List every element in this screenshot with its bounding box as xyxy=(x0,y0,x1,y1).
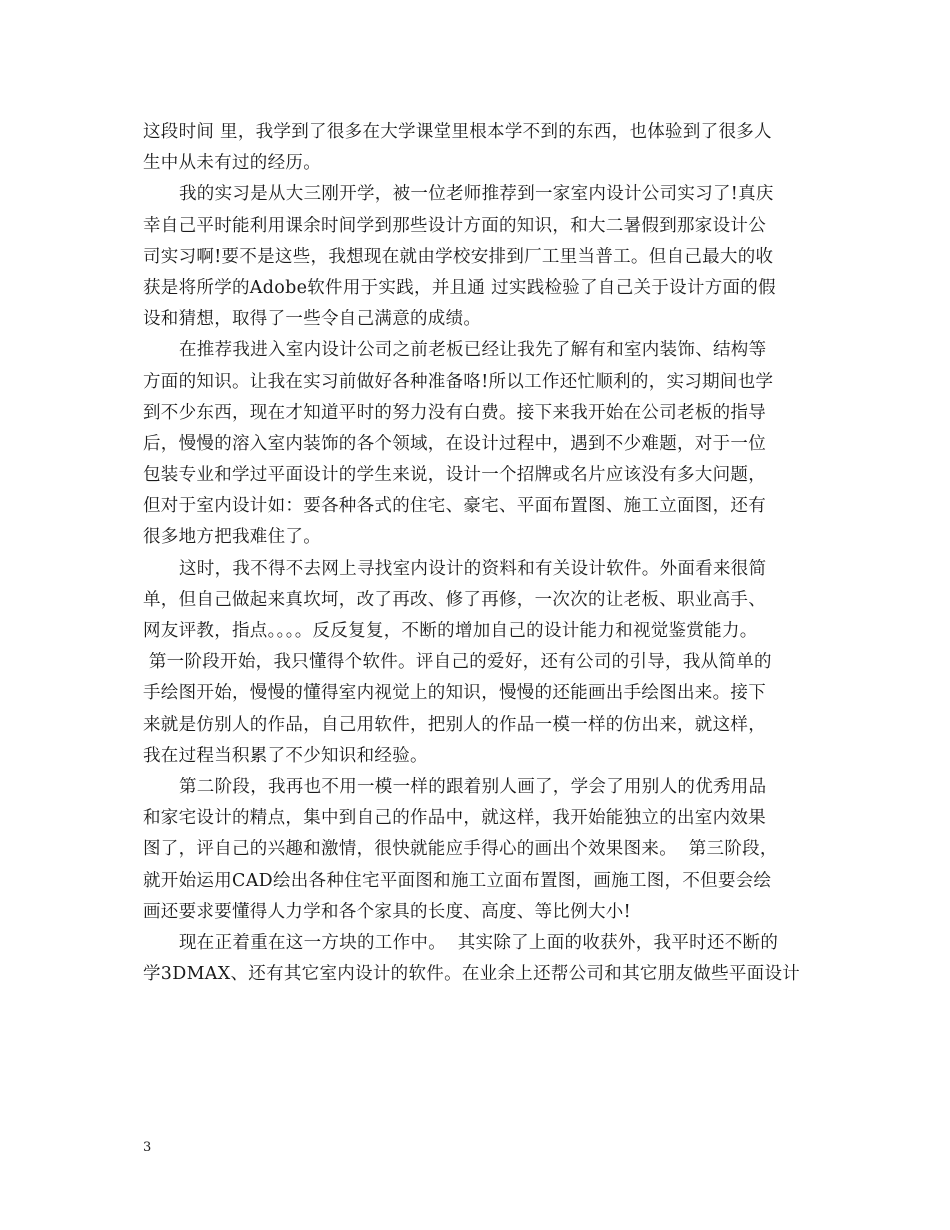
body-text xyxy=(143,117,833,990)
text-line: 司实习啊!要不是这些，我想现在就由学校安排到厂工里当普工。但自己最大的收 xyxy=(143,246,774,267)
text-line: 来就是仿别人的作品，自己用软件，把别人的作品一模一样的仿出来，就这样， xyxy=(143,714,766,735)
text-line: 很多地方把我难住了。 xyxy=(143,527,321,548)
text-line: 在推荐我进入室内设计公司之前老板已经让我先了解有和室内装饰、结构等 xyxy=(179,340,767,361)
text-line: 单，但自己做起来真坎坷，改了再改、修了再修，一次次的让老板、职业高手、 xyxy=(143,589,766,610)
text-line: 获是将所学的Adobe软件用于实践，并且通 过实践检验了自己关于设计方面的假 xyxy=(143,277,776,298)
text-line: 画还要求要懂得人力学和各个家具的长度、高度、等比例大小! xyxy=(143,901,631,922)
text-line: 到不少东西，现在才知道平时的努力没有白费。接下来我开始在公司老板的指导 xyxy=(143,402,766,423)
text-line: 方面的知识。让我在实习前做好各种准备咯!所以工作还忙顺利的，实习期间也学 xyxy=(143,371,774,392)
text-line: 包装专业和学过平面设计的学生来说，设计一个招牌或名片应该没有多大问题， xyxy=(143,465,766,486)
text-line: 设和猜想，取得了一些令自己满意的成绩。 xyxy=(143,309,482,330)
text-line: 这时，我不得不去网上寻找室内设计的资料和有关设计软件。外面看来很简 xyxy=(179,558,767,579)
text-line: 幸自己平时能利用课余时间学到那些设计方面的知识，和大二暑假到那家设计公 xyxy=(143,215,766,236)
text-line: 就开始运用CAD绘出各种住宅平面图和施工立面布置图，画施工图，不但要会绘 xyxy=(143,870,772,891)
text-line: 学3DMAX、还有其它室内设计的软件。在业余上还帮公司和其它朋友做些平面设计 xyxy=(143,964,801,985)
text-line: 后，慢慢的溶入室内装饰的各个领域，在设计过程中，遇到不少难题，对于一位 xyxy=(143,433,766,454)
text-line: 现在正着重在这一方块的工作中。 其实除了上面的收获外，我平时还不断的 xyxy=(179,932,779,953)
page-number: 3 xyxy=(143,1140,152,1155)
text-line: 和家宅设计的精点，集中到自己的作品中，就这样，我开始能独立的出室内效果 xyxy=(143,808,766,829)
text-line: 网友评教，指点。。。。反反复复，不断的增加自己的设计能力和视觉鉴赏能力。 xyxy=(143,621,758,641)
text-line: 我的实习是从大三刚开学，被一位老师推荐到一家室内设计公司实习了!真庆 xyxy=(179,184,774,205)
text-line: 但对于室内设计如：要各种各式的住宅、豪宅、平面布置图、施工立面图，还有 xyxy=(143,496,766,517)
text-line: 第一阶段开始，我只懂得个软件。评自己的爱好，还有公司的引导，我从简单的 xyxy=(143,652,772,673)
text-line: 我在过程当积累了不少知识和经验。 xyxy=(143,745,428,766)
text-line: 生中从未有过的经历。 xyxy=(143,153,321,174)
text-line: 手绘图开始，慢慢的懂得室内视觉上的知识，慢慢的还能画出手绘图出来。接下 xyxy=(143,683,766,704)
text-line: 这段时间 里，我学到了很多在大学课堂里根本学不到的东西，也体验到了很多人 xyxy=(143,122,772,142)
text-line: 第二阶段，我再也不用一模一样的跟着别人画了，学会了用别人的优秀用品 xyxy=(179,776,767,797)
text-line: 图了，评自己的兴趣和激情，很快就能应手得心的画出个效果图来。 第三阶段， xyxy=(143,839,778,860)
